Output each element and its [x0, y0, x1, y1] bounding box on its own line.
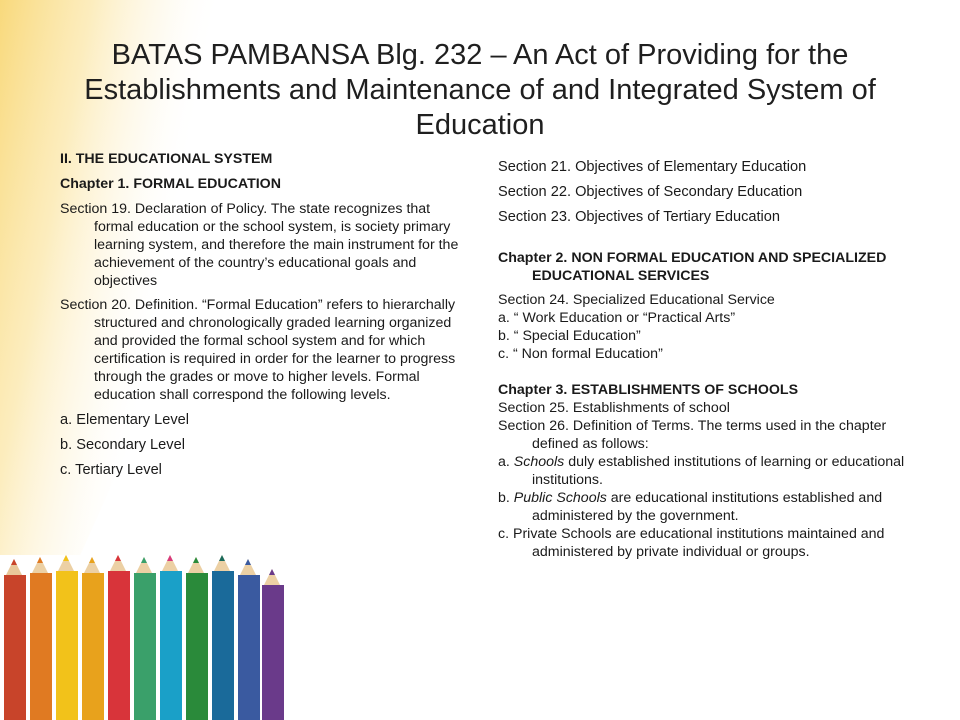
definition-private-schools: c. Private Schools are educational institutions maintained and administered by private individual or groups.: [498, 526, 885, 560]
definition-text: are educational institutions established and administered by the government.: [532, 490, 883, 524]
level-item: c. Tertiary Level: [60, 462, 162, 478]
chapter-2-heading: Chapter 2. NON FORMAL EDUCATION AND SPECIALIZED EDUCATIONAL SERVICES: [498, 250, 887, 284]
level-item: a. Elementary Level: [60, 412, 189, 428]
section-20: Section 20. Definition. “Formal Education” refers to hierarchally structured and chronologically graded learning organized and provided the formal school system and for which certification is required in order for the learner to progress through the grades or move to higher levels. Formal education shall correspond the following levels.: [60, 297, 456, 403]
section-22: Section 22. Objectives of Secondary Education: [498, 184, 803, 200]
colored-pencils-image: [0, 555, 290, 720]
chapter-heading: Chapter 1. FORMAL EDUCATION: [60, 176, 281, 192]
section-23: Section 23. Objectives of Tertiary Education: [498, 209, 781, 225]
right-column: [498, 158, 918, 561]
section-24-item: b. “ Special Education”: [498, 328, 641, 344]
page-title: BATAS PAMBANSA Blg. 232 – An Act of Providing for the Establishments and Maintenance of and Integrated System of Education: [84, 39, 876, 141]
definition-term: Public Schools: [513, 490, 607, 506]
section-24-item: c. “ Non formal Education”: [498, 346, 663, 362]
definition-text: duly established institutions of learning or educational institutions.: [532, 454, 905, 488]
section-heading: II. THE EDUCATIONAL SYSTEM: [60, 151, 273, 167]
definition-public-schools: [498, 489, 918, 525]
chapter-3-heading: Chapter 3. ESTABLISHMENTS OF SCHOOLS: [498, 382, 799, 398]
definition-term: Schools: [513, 454, 565, 470]
section-25: Section 25. Establishments of school: [498, 400, 730, 416]
section-26: Section 26. Definition of Terms. The terms used in the chapter defined as follows:: [498, 418, 887, 452]
section-21: Section 21. Objectives of Elementary Education: [498, 159, 807, 175]
definition-prefix: b.: [498, 490, 514, 506]
section-19: Section 19. Declaration of Policy. The state recognizes that formal education or the school system, is society primary learning system, and therefore the main instrument for the achievement of the country’s educational goals and objectives: [60, 201, 459, 289]
definition-schools: [498, 453, 918, 489]
section-24-item: a. “ Work Education or “Practical Arts”: [498, 310, 736, 326]
left-column: [60, 150, 465, 480]
section-24: Section 24. Specialized Educational Service: [498, 292, 775, 308]
pencil-set: [4, 555, 284, 720]
definition-prefix: a.: [498, 454, 514, 470]
level-item: b. Secondary Level: [60, 437, 185, 453]
